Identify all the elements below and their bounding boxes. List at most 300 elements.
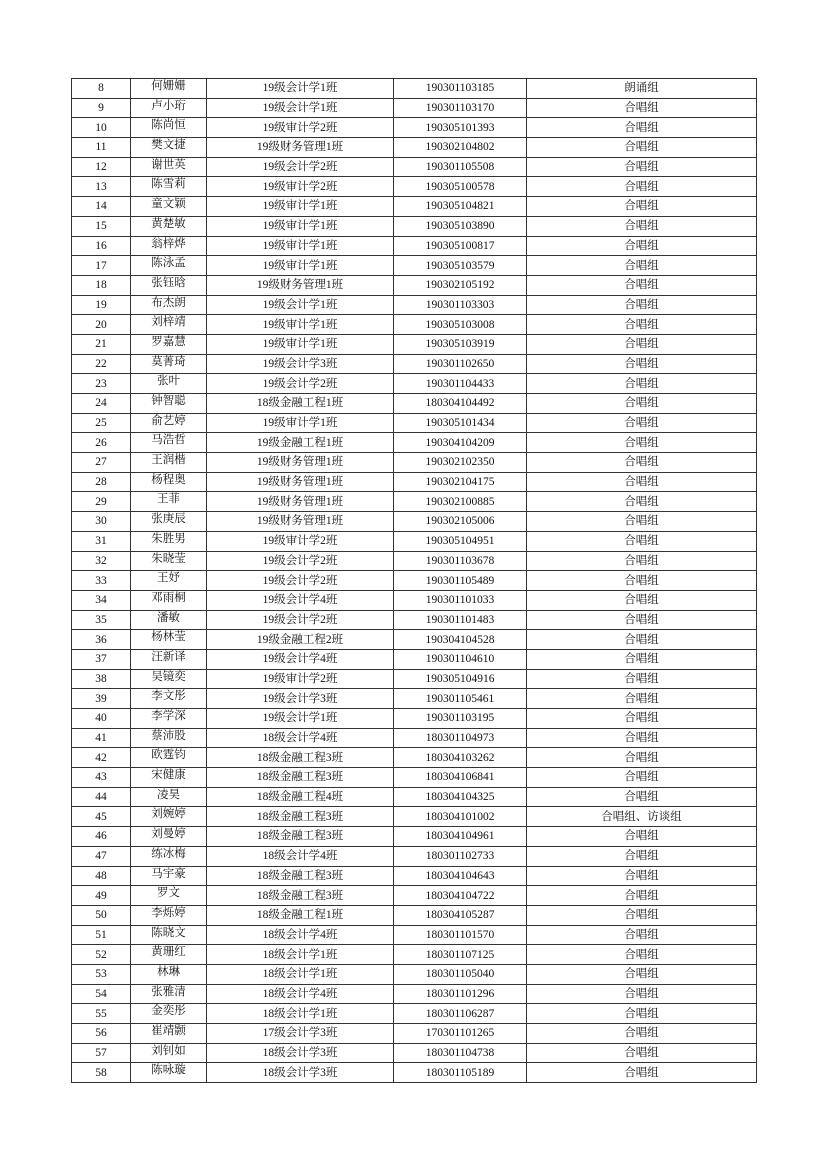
row-number-cell: 22 [72, 354, 131, 374]
class-cell: 19级会计学4班 [207, 649, 394, 669]
group-cell: 合唱组 [527, 846, 757, 866]
group-cell: 合唱组 [527, 590, 757, 610]
student-id-cell: 180301104738 [394, 1043, 527, 1063]
table-row [72, 472, 757, 492]
group-cell: 合唱组 [527, 275, 757, 295]
class-cell: 19级财务管理1班 [207, 472, 394, 492]
class-cell: 18级金融工程1班 [207, 905, 394, 925]
row-number-cell: 25 [72, 413, 131, 433]
class-cell: 19级会计学3班 [207, 689, 394, 709]
student-id-cell: 180304103262 [394, 748, 527, 768]
student-id-cell: 190301103678 [394, 551, 527, 571]
student-id-cell: 190305103008 [394, 315, 527, 335]
student-id-cell: 170301101265 [394, 1024, 527, 1044]
class-cell: 19级财务管理1班 [207, 275, 394, 295]
student-name-cell: 刘梓靖 [131, 315, 207, 335]
group-cell: 合唱组 [527, 492, 757, 512]
student-id-cell: 180304104961 [394, 827, 527, 847]
class-cell: 19级会计学2班 [207, 157, 394, 177]
table-row [72, 886, 757, 906]
table-row [72, 531, 757, 551]
group-cell: 合唱组 [527, 748, 757, 768]
class-cell: 18级会计学1班 [207, 964, 394, 984]
student-name-cell: 张庚辰 [131, 512, 207, 532]
row-number-cell: 14 [72, 197, 131, 217]
student-name-cell: 蔡沛股 [131, 728, 207, 748]
class-cell: 19级审计学2班 [207, 118, 394, 138]
table-row [72, 846, 757, 866]
row-number-cell: 46 [72, 827, 131, 847]
class-cell: 19级财务管理1班 [207, 138, 394, 158]
class-cell: 18级会计学1班 [207, 1004, 394, 1024]
row-number-cell: 33 [72, 571, 131, 591]
group-cell: 合唱组 [527, 453, 757, 473]
student-name-cell: 李学深 [131, 709, 207, 729]
row-number-cell: 45 [72, 807, 131, 827]
class-cell: 18级金融工程3班 [207, 886, 394, 906]
group-cell: 合唱组 [527, 315, 757, 335]
class-cell: 19级会计学2班 [207, 551, 394, 571]
class-cell: 18级金融工程3班 [207, 827, 394, 847]
class-cell: 19级审计学1班 [207, 236, 394, 256]
group-cell: 合唱组、访谈组 [527, 807, 757, 827]
table-row [72, 571, 757, 591]
student-name-cell: 朱晓莹 [131, 551, 207, 571]
student-name-cell: 陈雪莉 [131, 177, 207, 197]
student-name-cell: 布杰朗 [131, 295, 207, 315]
group-cell: 合唱组 [527, 610, 757, 630]
student-name-cell: 汪新译 [131, 649, 207, 669]
group-cell: 合唱组 [527, 709, 757, 729]
student-id-cell: 190301105508 [394, 157, 527, 177]
table-row [72, 216, 757, 236]
student-id-cell: 190302100885 [394, 492, 527, 512]
group-cell: 合唱组 [527, 531, 757, 551]
student-id-cell: 190301103170 [394, 98, 527, 118]
member-table [71, 78, 757, 1083]
table-row [72, 118, 757, 138]
student-name-cell: 崔靖颢 [131, 1024, 207, 1044]
row-number-cell: 40 [72, 709, 131, 729]
class-cell: 19级审计学1班 [207, 413, 394, 433]
table-row [72, 315, 757, 335]
table-row [72, 649, 757, 669]
class-cell: 18级会计学4班 [207, 925, 394, 945]
class-cell: 19级财务管理1班 [207, 453, 394, 473]
student-name-cell: 练冰梅 [131, 846, 207, 866]
group-cell: 合唱组 [527, 512, 757, 532]
student-name-cell: 樊文捷 [131, 138, 207, 158]
row-number-cell: 39 [72, 689, 131, 709]
student-name-cell: 钟智聪 [131, 394, 207, 414]
table-row [72, 157, 757, 177]
row-number-cell: 16 [72, 236, 131, 256]
class-cell: 19级会计学2班 [207, 610, 394, 630]
student-name-cell: 林琳 [131, 964, 207, 984]
student-name-cell: 张叶 [131, 374, 207, 394]
group-cell: 合唱组 [527, 886, 757, 906]
student-name-cell: 刘曼婷 [131, 827, 207, 847]
row-number-cell: 26 [72, 433, 131, 453]
group-cell: 合唱组 [527, 768, 757, 788]
row-number-cell: 23 [72, 374, 131, 394]
row-number-cell: 21 [72, 334, 131, 354]
class-cell: 19级审计学1班 [207, 197, 394, 217]
row-number-cell: 56 [72, 1024, 131, 1044]
row-number-cell: 29 [72, 492, 131, 512]
row-number-cell: 13 [72, 177, 131, 197]
student-id-cell: 190301105489 [394, 571, 527, 591]
row-number-cell: 11 [72, 138, 131, 158]
student-name-cell: 凌昊 [131, 787, 207, 807]
class-cell: 18级会计学4班 [207, 984, 394, 1004]
group-cell: 合唱组 [527, 866, 757, 886]
student-id-cell: 190302104175 [394, 472, 527, 492]
table-row [72, 984, 757, 1004]
table-row [72, 925, 757, 945]
table-row [72, 590, 757, 610]
student-id-cell: 180304101002 [394, 807, 527, 827]
row-number-cell: 31 [72, 531, 131, 551]
row-number-cell: 18 [72, 275, 131, 295]
row-number-cell: 53 [72, 964, 131, 984]
group-cell: 合唱组 [527, 98, 757, 118]
student-id-cell: 190305100578 [394, 177, 527, 197]
table-row [72, 1004, 757, 1024]
class-cell: 19级审计学1班 [207, 334, 394, 354]
group-cell: 合唱组 [527, 394, 757, 414]
student-id-cell: 190301102650 [394, 354, 527, 374]
row-number-cell: 55 [72, 1004, 131, 1024]
student-id-cell: 190305104951 [394, 531, 527, 551]
class-cell: 19级审计学1班 [207, 315, 394, 335]
student-id-cell: 190305103919 [394, 334, 527, 354]
group-cell: 合唱组 [527, 827, 757, 847]
student-id-cell: 180301106287 [394, 1004, 527, 1024]
table-row [72, 275, 757, 295]
student-id-cell: 190305104916 [394, 669, 527, 689]
table-row [72, 709, 757, 729]
student-id-cell: 190305100817 [394, 236, 527, 256]
class-cell: 19级审计学1班 [207, 216, 394, 236]
table-row [72, 827, 757, 847]
group-cell: 合唱组 [527, 433, 757, 453]
group-cell: 合唱组 [527, 905, 757, 925]
row-number-cell: 50 [72, 905, 131, 925]
table-row [72, 689, 757, 709]
table-row [72, 177, 757, 197]
student-id-cell: 190301104610 [394, 649, 527, 669]
student-name-cell: 谢世英 [131, 157, 207, 177]
student-id-cell: 190305101393 [394, 118, 527, 138]
student-name-cell: 张雅清 [131, 984, 207, 1004]
class-cell: 19级审计学2班 [207, 177, 394, 197]
table-row [72, 807, 757, 827]
group-cell: 合唱组 [527, 1024, 757, 1044]
group-cell: 朗诵组 [527, 79, 757, 99]
row-number-cell: 37 [72, 649, 131, 669]
student-name-cell: 罗文 [131, 886, 207, 906]
student-id-cell: 190302105192 [394, 275, 527, 295]
table-row [72, 787, 757, 807]
class-cell: 19级财务管理1班 [207, 512, 394, 532]
group-cell: 合唱组 [527, 1043, 757, 1063]
table-row [72, 866, 757, 886]
group-cell: 合唱组 [527, 1063, 757, 1083]
class-cell: 19级会计学1班 [207, 98, 394, 118]
student-name-cell: 潘敏 [131, 610, 207, 630]
table-row [72, 374, 757, 394]
student-id-cell: 190301103195 [394, 709, 527, 729]
table-row [72, 1063, 757, 1083]
table-row [72, 551, 757, 571]
student-name-cell: 马宇豪 [131, 866, 207, 886]
student-id-cell: 180304104325 [394, 787, 527, 807]
student-id-cell: 190302104802 [394, 138, 527, 158]
student-name-cell: 俞艺婷 [131, 413, 207, 433]
class-cell: 19级会计学4班 [207, 590, 394, 610]
row-number-cell: 10 [72, 118, 131, 138]
class-cell: 19级会计学1班 [207, 295, 394, 315]
class-cell: 19级财务管理1班 [207, 492, 394, 512]
table-row [72, 748, 757, 768]
member-table-body [72, 79, 757, 1083]
table-row [72, 768, 757, 788]
table-row [72, 79, 757, 99]
student-name-cell: 童文颖 [131, 197, 207, 217]
table-row [72, 394, 757, 414]
student-name-cell: 金奕彤 [131, 1004, 207, 1024]
row-number-cell: 15 [72, 216, 131, 236]
class-cell: 18级金融工程3班 [207, 807, 394, 827]
table-row [72, 295, 757, 315]
student-name-cell: 刘钊如 [131, 1043, 207, 1063]
group-cell: 合唱组 [527, 472, 757, 492]
student-name-cell: 邓雨桐 [131, 590, 207, 610]
class-cell: 19级会计学1班 [207, 709, 394, 729]
row-number-cell: 12 [72, 157, 131, 177]
student-name-cell: 陈泳孟 [131, 256, 207, 276]
class-cell: 18级会计学3班 [207, 1063, 394, 1083]
student-id-cell: 190305104821 [394, 197, 527, 217]
group-cell: 合唱组 [527, 118, 757, 138]
row-number-cell: 19 [72, 295, 131, 315]
student-name-cell: 朱胜男 [131, 531, 207, 551]
student-id-cell: 180301107125 [394, 945, 527, 965]
student-id-cell: 190301101033 [394, 590, 527, 610]
group-cell: 合唱组 [527, 1004, 757, 1024]
table-row [72, 610, 757, 630]
group-cell: 合唱组 [527, 295, 757, 315]
student-id-cell: 190301101483 [394, 610, 527, 630]
student-id-cell: 190304104209 [394, 433, 527, 453]
table-row [72, 669, 757, 689]
table-row [72, 413, 757, 433]
table-row [72, 905, 757, 925]
row-number-cell: 20 [72, 315, 131, 335]
group-cell: 合唱组 [527, 138, 757, 158]
row-number-cell: 24 [72, 394, 131, 414]
row-number-cell: 8 [72, 79, 131, 99]
group-cell: 合唱组 [527, 925, 757, 945]
group-cell: 合唱组 [527, 334, 757, 354]
class-cell: 19级审计学1班 [207, 256, 394, 276]
student-id-cell: 190301104433 [394, 374, 527, 394]
row-number-cell: 42 [72, 748, 131, 768]
student-id-cell: 180304106841 [394, 768, 527, 788]
group-cell: 合唱组 [527, 689, 757, 709]
table-row [72, 1024, 757, 1044]
student-name-cell: 刘婉婷 [131, 807, 207, 827]
row-number-cell: 52 [72, 945, 131, 965]
row-number-cell: 44 [72, 787, 131, 807]
group-cell: 合唱组 [527, 787, 757, 807]
student-id-cell: 180301105040 [394, 964, 527, 984]
class-cell: 17级会计学3班 [207, 1024, 394, 1044]
student-name-cell: 罗嘉慧 [131, 334, 207, 354]
table-row [72, 512, 757, 532]
student-name-cell: 张钰晗 [131, 275, 207, 295]
row-number-cell: 36 [72, 630, 131, 650]
row-number-cell: 43 [72, 768, 131, 788]
group-cell: 合唱组 [527, 669, 757, 689]
student-name-cell: 欧霆钧 [131, 748, 207, 768]
table-row [72, 334, 757, 354]
class-cell: 19级会计学3班 [207, 354, 394, 374]
class-cell: 19级会计学2班 [207, 374, 394, 394]
student-id-cell: 180301101296 [394, 984, 527, 1004]
class-cell: 18级金融工程3班 [207, 748, 394, 768]
student-id-cell: 180301102733 [394, 846, 527, 866]
student-id-cell: 180304104492 [394, 394, 527, 414]
student-name-cell: 翁梓烨 [131, 236, 207, 256]
table-row [72, 197, 757, 217]
row-number-cell: 49 [72, 886, 131, 906]
class-cell: 18级金融工程4班 [207, 787, 394, 807]
group-cell: 合唱组 [527, 649, 757, 669]
table-row [72, 492, 757, 512]
group-cell: 合唱组 [527, 945, 757, 965]
table-row [72, 236, 757, 256]
table-row [72, 256, 757, 276]
table-row [72, 728, 757, 748]
student-name-cell: 王妤 [131, 571, 207, 591]
group-cell: 合唱组 [527, 177, 757, 197]
row-number-cell: 17 [72, 256, 131, 276]
table-row [72, 433, 757, 453]
table-row [72, 98, 757, 118]
student-name-cell: 李烁婷 [131, 905, 207, 925]
student-name-cell: 黄珊红 [131, 945, 207, 965]
student-id-cell: 190305103890 [394, 216, 527, 236]
table-row [72, 630, 757, 650]
class-cell: 19级审计学2班 [207, 669, 394, 689]
student-name-cell: 莫菁琦 [131, 354, 207, 374]
student-id-cell: 180304104722 [394, 886, 527, 906]
student-id-cell: 190301103303 [394, 295, 527, 315]
row-number-cell: 27 [72, 453, 131, 473]
group-cell: 合唱组 [527, 197, 757, 217]
table-row [72, 964, 757, 984]
student-name-cell: 杨林莹 [131, 630, 207, 650]
group-cell: 合唱组 [527, 216, 757, 236]
student-id-cell: 180301104973 [394, 728, 527, 748]
student-id-cell: 180301105189 [394, 1063, 527, 1083]
class-cell: 19级金融工程2班 [207, 630, 394, 650]
class-cell: 18级会计学3班 [207, 1043, 394, 1063]
table-row [72, 138, 757, 158]
group-cell: 合唱组 [527, 630, 757, 650]
row-number-cell: 41 [72, 728, 131, 748]
student-name-cell: 杨程奥 [131, 472, 207, 492]
table-row [72, 945, 757, 965]
student-id-cell: 190301103185 [394, 79, 527, 99]
student-name-cell: 李文彤 [131, 689, 207, 709]
class-cell: 19级审计学2班 [207, 531, 394, 551]
group-cell: 合唱组 [527, 256, 757, 276]
student-name-cell: 马浩哲 [131, 433, 207, 453]
student-name-cell: 陈咏璇 [131, 1063, 207, 1083]
row-number-cell: 30 [72, 512, 131, 532]
student-name-cell: 卢小珩 [131, 98, 207, 118]
student-id-cell: 190305101434 [394, 413, 527, 433]
row-number-cell: 48 [72, 866, 131, 886]
student-id-cell: 190302105006 [394, 512, 527, 532]
student-id-cell: 190305103579 [394, 256, 527, 276]
student-id-cell: 190304104528 [394, 630, 527, 650]
student-name-cell: 陈尚恒 [131, 118, 207, 138]
row-number-cell: 57 [72, 1043, 131, 1063]
class-cell: 19级金融工程1班 [207, 433, 394, 453]
class-cell: 18级会计学4班 [207, 728, 394, 748]
group-cell: 合唱组 [527, 984, 757, 1004]
group-cell: 合唱组 [527, 571, 757, 591]
student-id-cell: 180304104643 [394, 866, 527, 886]
student-id-cell: 180301101570 [394, 925, 527, 945]
class-cell: 18级金融工程3班 [207, 866, 394, 886]
group-cell: 合唱组 [527, 354, 757, 374]
student-name-cell: 王菲 [131, 492, 207, 512]
group-cell: 合唱组 [527, 964, 757, 984]
student-name-cell: 陈晓文 [131, 925, 207, 945]
student-name-cell: 吴镜奕 [131, 669, 207, 689]
group-cell: 合唱组 [527, 413, 757, 433]
group-cell: 合唱组 [527, 728, 757, 748]
group-cell: 合唱组 [527, 236, 757, 256]
student-id-cell: 190302102350 [394, 453, 527, 473]
row-number-cell: 47 [72, 846, 131, 866]
row-number-cell: 38 [72, 669, 131, 689]
row-number-cell: 34 [72, 590, 131, 610]
class-cell: 18级会计学4班 [207, 846, 394, 866]
table-row [72, 453, 757, 473]
student-id-cell: 180304105287 [394, 905, 527, 925]
class-cell: 19级会计学2班 [207, 571, 394, 591]
row-number-cell: 58 [72, 1063, 131, 1083]
table-row [72, 1043, 757, 1063]
class-cell: 18级金融工程3班 [207, 768, 394, 788]
class-cell: 19级会计学1班 [207, 79, 394, 99]
row-number-cell: 51 [72, 925, 131, 945]
class-cell: 18级会计学1班 [207, 945, 394, 965]
table-row [72, 354, 757, 374]
row-number-cell: 28 [72, 472, 131, 492]
student-id-cell: 190301105461 [394, 689, 527, 709]
group-cell: 合唱组 [527, 551, 757, 571]
class-cell: 18级金融工程1班 [207, 394, 394, 414]
row-number-cell: 35 [72, 610, 131, 630]
group-cell: 合唱组 [527, 157, 757, 177]
